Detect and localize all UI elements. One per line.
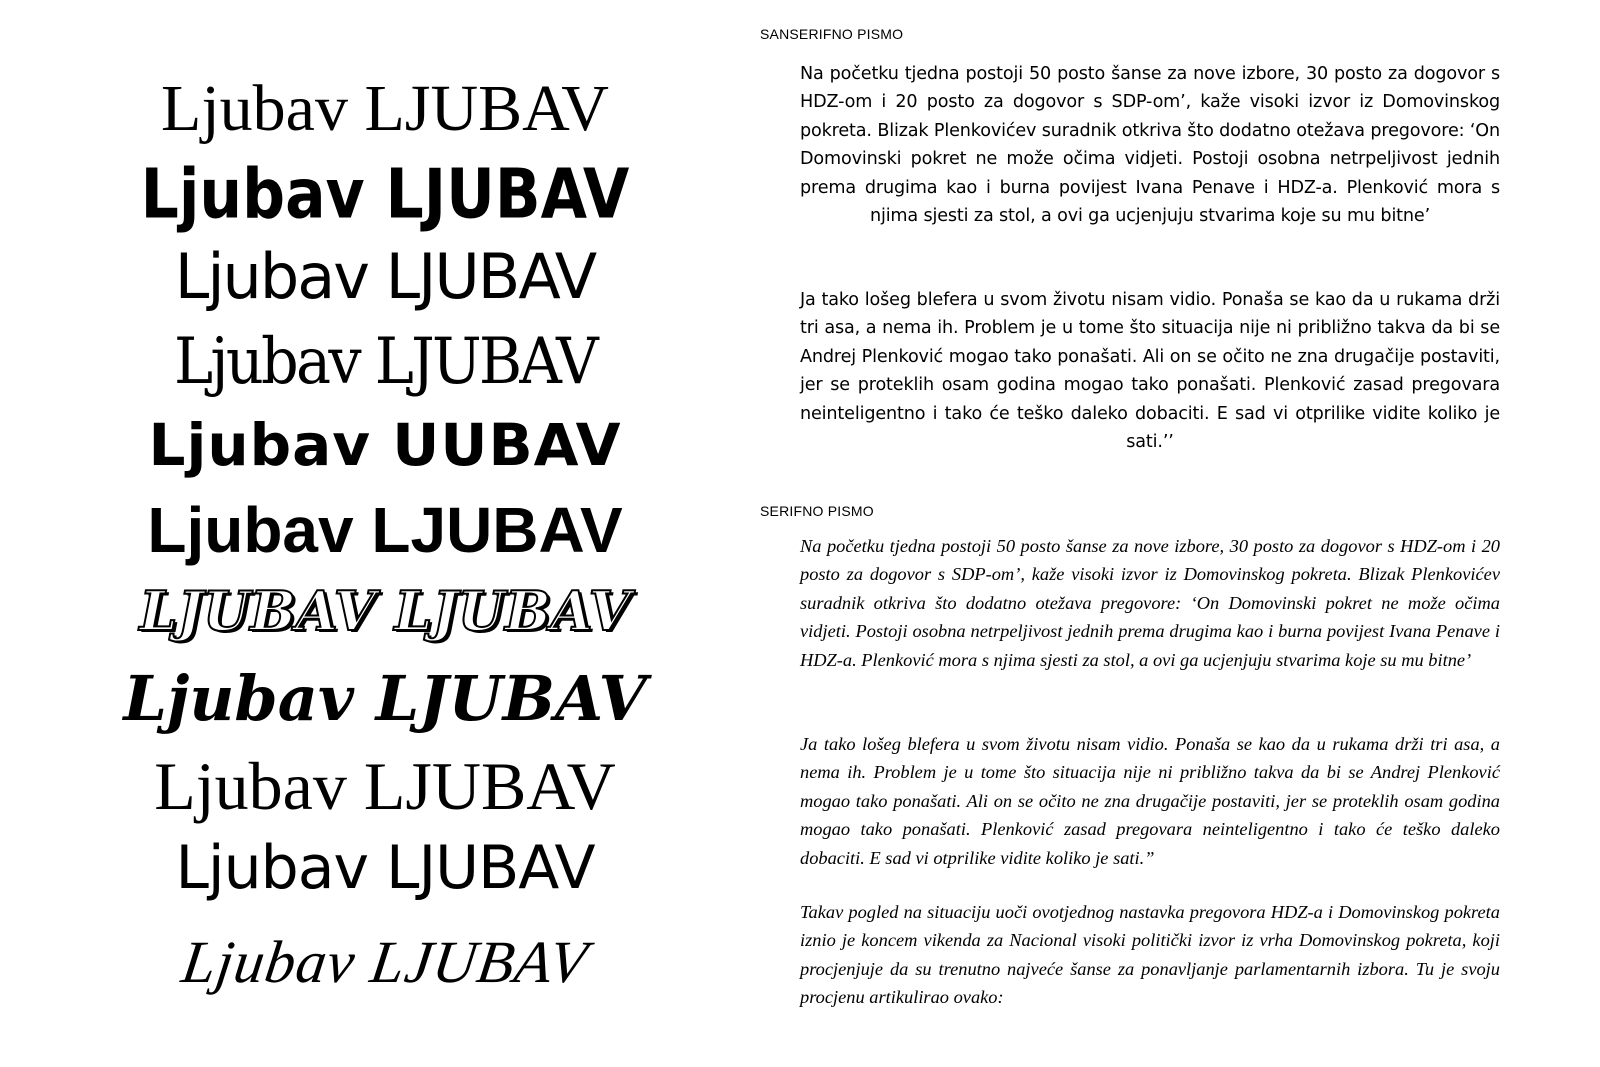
- font-sample-decorative-serif: LJUBAV LJUBAV: [139, 579, 631, 643]
- text-comparison-panel: [760, 0, 1560, 1067]
- font-sample-didone-serif: Ljubav LJUBAV: [174, 325, 596, 399]
- serif-paragraph-1: Na početku tjedna postoji 50 posto šanse za nove izbore, 30 posto za dogovor s HDZ-om i 20 posto za dogovor s SDP-om’, kaže visoki izvor iz Domovinskog pokreta. Blizak Plenkovićev suradnik otkriva što dodatno otežava pregovore: ‘On Domovinski pokret ne može očima vidjeti. Postoji osobna netrpeljivost jednih prema drugima kao i burna povijest Ivana Penave i HDZ-a. Plenković mora s njima sjesti za stol, a ovi ga ucjenjuju stvarima koje su mu bitne’: [800, 536, 1500, 670]
- font-sample-times: Ljubav LJUBAV: [161, 72, 609, 145]
- font-sample-humanist-sans: Ljubav LJUBAV: [174, 240, 596, 313]
- font-sample-geometric-sans: Ljubav LJUBAV: [175, 833, 595, 903]
- font-sample-old-style-serif: Ljubav LJUBAV: [154, 748, 616, 824]
- font-sample-display-rounded: Ljubav UUBAV: [148, 411, 622, 479]
- font-samples-panel: [40, 0, 730, 1067]
- serif-paragraph-3: Takav pogled na situaciju uoči ovotjednog nastavka pregovora HDZ-a i Domovinskog pokreta iznio je koncem vikenda za Nacional visoki politički izvor iz vrha Domovinskog pokreta, koji procjenjuje da su trenutno najveće šanse za ponavljanje parlamentarnih izbora. Tu je svoju procjenu artikulirao ovako:: [800, 902, 1500, 1008]
- font-sample-script-bold: Ljubav LJUBAV: [123, 662, 647, 735]
- serif-section-label: SERIFNO PISMO: [760, 503, 874, 519]
- font-sample-arial-bold: Ljubav LJUBAV: [147, 494, 623, 566]
- font-sample-calligraphic-script: Ljubav LJUBAV: [177, 929, 593, 995]
- sans-paragraph-2: Ja tako lošeg blefera u svom životu nisam vidio. Ponaša se kao da u rukama drži tri asa, a nema ih. Problem je u tome što situacija nije ni približno takva da bi se Andrej Plenković mogao tako ponašati. Ali on se očito ne zna drugačije postaviti, jer se proteklih osam godina mogao tako ponašati. Plenković zasad pregovara neinteligentno i tako će teško daleko dobaciti. E sad vi otprilike vidite koliko je sati.’’: [800, 290, 1500, 453]
- sans-paragraph-1: Na početku tjedna postoji 50 posto šanse za nove izbore, 30 posto za dogovor s HDZ-om i 20 posto za dogovor s SDP-om’, kaže visoki izvor iz Domovinskog pokreta. Blizak Plenkovićev suradnik otkriva što dodatno otežava pregovore: ‘On Domovinski pokret ne može očima vidjeti. Postoji osobna netrpeljivost jednih prema drugima kao i burna povijest Ivana Penave i HDZ-a. Plenković mora s njima sjesti za stol, a ovi ga ucjenjuju stvarima koje su mu bitne’: [800, 64, 1500, 227]
- font-sample-heavy-sans: Ljubav LJUBAV: [140, 154, 630, 235]
- sans-section-label: SANSERIFNO PISMO: [760, 26, 904, 42]
- serif-paragraph-2: Ja tako lošeg blefera u svom životu nisam vidio. Ponaša se kao da u rukama drži tri asa, a nema ih. Problem je u tome što situacija nije ni približno takva da bi se Andrej Plenković mogao tako ponašati. Ali on se očito ne zna drugačije postaviti, jer se proteklih osam godina mogao tako ponašati. Plenković zasad pregovara neinteligentno i tako će teško daleko dobaciti. E sad vi otprilike vidite koliko je sati.”: [800, 734, 1500, 868]
